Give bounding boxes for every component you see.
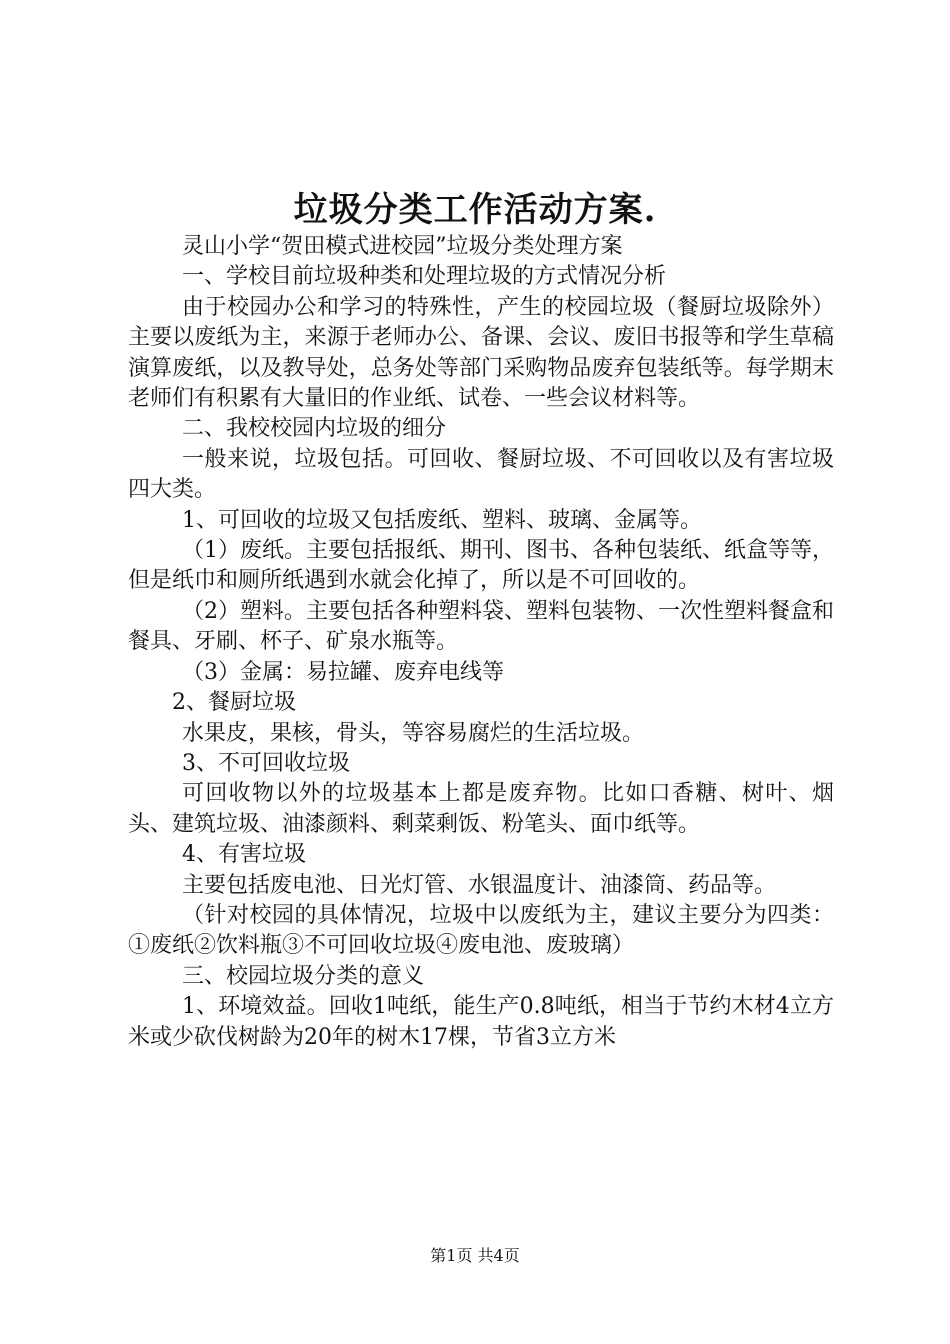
heading-recyclable: 1、可回收的垃圾又包括废纸、塑料、玻璃、金属等。 xyxy=(182,507,702,533)
paragraph-plastic: （2）塑料。主要包括各种塑料袋、塑料包装物、一次性塑料餐盒和餐具、牙刷、杯子、矿泉水瓶等。 xyxy=(128,598,834,655)
paragraph: 一般来说，垃圾包括。可回收、餐厨垃圾、不可回收以及有害垃圾四大类。 xyxy=(128,446,834,503)
document-title: 垃圾分类工作活动方案. xyxy=(293,190,657,230)
paragraph: 可回收物以外的垃圾基本上都是废弃物。比如口香糖、树叶、烟头、建筑垃圾、油漆颜料、剩菜剩饭、粉笔头、面巾纸等。 xyxy=(128,781,834,837)
paragraph-note: （针对校园的具体情况，垃圾中以废纸为主，建议主要分为四类：①废纸②饮料瓶③不可回收垃圾④废电池、废玻璃） xyxy=(128,902,834,959)
heading-kitchen-waste: 2、餐厨垃圾 xyxy=(172,690,296,716)
paragraph: 1、环境效益。回收1吨纸，能生产0.8吨纸，相当于节约木材4立方米或少砍伐树龄为20年的树木17棵，节省3立方米 xyxy=(128,994,834,1050)
paragraph-metal: （3）金属：易拉罐、废弃电线等 xyxy=(182,659,504,685)
paragraph: 水果皮，果核，骨头，等容易腐烂的生活垃圾。 xyxy=(182,720,645,746)
paragraph-subtitle: 灵山小学“贺田模式进校园”垃圾分类处理方案 xyxy=(182,234,623,259)
document-body xyxy=(128,232,834,1053)
heading-section-1: 一、学校目前垃圾种类和处理垃圾的方式情况分析 xyxy=(182,264,667,290)
page-number-footer: 第1页 共4页 xyxy=(430,1246,520,1265)
paragraph: 主要包括废电池、日光灯管、水银温度计、油漆筒、药品等。 xyxy=(182,872,777,898)
heading-section-2: 二、我校校园内垃圾的细分 xyxy=(182,416,447,442)
heading-non-recyclable: 3、不可回收垃圾 xyxy=(182,750,350,776)
paragraph-paper: （1）废纸。主要包括报纸、期刊、图书、各种包装纸、纸盒等等，但是纸巾和厕所纸遇到水就会化掉了，所以是不可回收的。 xyxy=(128,538,834,594)
paragraph: 由于校园办公和学习的特殊性，产生的校园垃圾（餐厨垃圾除外）主要以废纸为主，来源于老师办公、备课、会议、废旧书报等和学生草稿演算废纸，以及教导处，总务处等部门采购物品废弃包装纸等。每学期末老师们有积累有大量旧的作业纸、试卷、一些会议材料等。 xyxy=(128,294,834,412)
heading-section-3: 三、校园垃圾分类的意义 xyxy=(182,963,425,989)
heading-hazardous: 4、有害垃圾 xyxy=(182,842,306,868)
